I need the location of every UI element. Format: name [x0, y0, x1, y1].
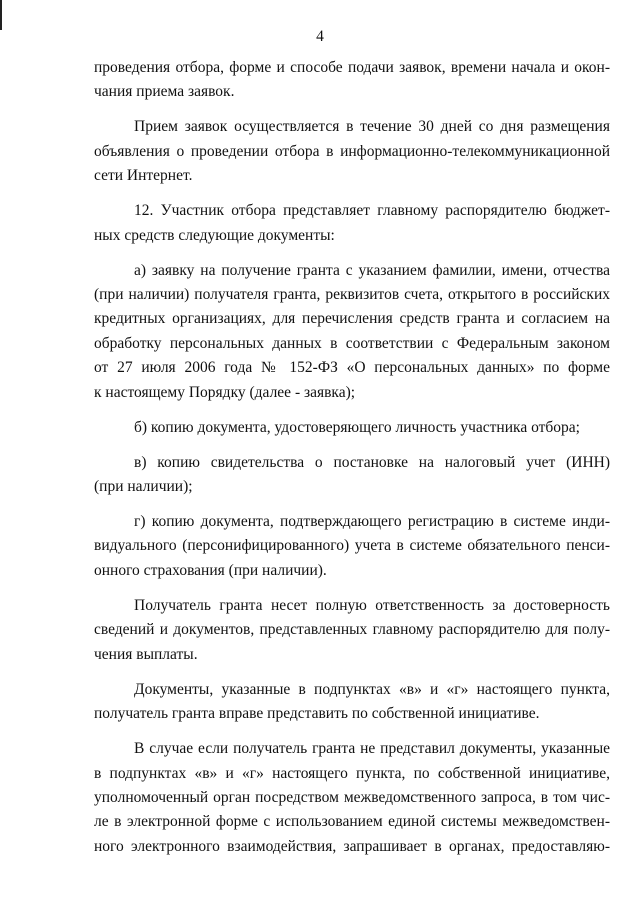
- text-line: В случае если получатель гранта не представил документы, указанные: [134, 740, 610, 758]
- text-line: а) заявку на получение гранта с указанием фамилии, имени, отчества: [134, 261, 610, 279]
- paragraph-subitem-a: [94, 259, 610, 405]
- page-number: 4: [316, 28, 324, 45]
- text-line: объявления о проведении отбора в информационно-телекоммуникационной: [94, 142, 610, 160]
- text-line: чания приема заявок.: [94, 83, 235, 101]
- text-line: ного электронного взаимодействия, запрашивает в органах, предоставляю-: [94, 837, 610, 855]
- paragraph-subitem-g: [94, 510, 610, 583]
- text-line: в подпунктах «в» и «г» настоящего пункта, по собственной инициативе,: [94, 764, 610, 782]
- text-line: от 27 июля 2006 года № 152-ФЗ «О персональных данных» по форме: [94, 359, 610, 377]
- text-line: уполномоченный орган посредством межведомственного запроса, в том чис-: [94, 788, 610, 806]
- text-line: (при наличии) получателя гранта, реквизитов счета, открытого в российских: [94, 286, 610, 304]
- text-line: ле в электронной форме с использованием единой системы межведомствен-: [94, 813, 610, 831]
- text-line: онного страхования (при наличии).: [94, 561, 327, 579]
- text-line: Получатель гранта несет полную ответственность за достоверность: [134, 596, 610, 614]
- paragraph-continuation: [94, 56, 610, 105]
- text-line: 12. Участник отбора представляет главному распорядителю бюджет-: [134, 202, 610, 220]
- text-line: сети Интернет.: [94, 167, 193, 185]
- paragraph-responsibility: [94, 594, 610, 667]
- paragraph-optional-documents: [94, 678, 610, 727]
- text-line: сведений и документов, представленных главному распорядителю для полу-: [94, 621, 610, 639]
- text-line: Прием заявок осуществляется в течение 30 дней со дня размещения: [134, 118, 610, 136]
- text-line: чения выплаты.: [94, 645, 198, 663]
- text-line: обработку персональных данных в соответствии с Федеральным законом: [94, 334, 610, 352]
- paragraph-interagency-request: [94, 737, 610, 859]
- text-line: (при наличии);: [94, 478, 193, 496]
- paragraph-subitem-v: [94, 451, 610, 500]
- text-line: получатель гранта вправе представить по собственной инициативе.: [94, 705, 540, 723]
- text-line: б) копию документа, удостоверяющего личность участника отбора;: [134, 418, 580, 436]
- text-line: к настоящему Порядку (далее - заявка);: [94, 383, 356, 401]
- text-line: видуального (персонифицированного) учета в системе обязательного пенси-: [94, 537, 610, 555]
- text-line: г) копию документа, подтверждающего регистрацию в системе инди-: [134, 513, 610, 531]
- text-line: проведения отбора, форме и способе подачи заявок, времени начала и окон-: [94, 59, 610, 76]
- text-line: кредитных организациях, для перечисления средств гранта и согласием на: [94, 310, 610, 328]
- paragraph-item-12: [94, 199, 610, 248]
- paragraph-subitem-b: [94, 416, 610, 440]
- document-body: [94, 56, 610, 870]
- text-line: в) копию свидетельства о постановке на налоговый учет (ИНН): [134, 453, 610, 471]
- text-line: ных средств следующие документы:: [94, 226, 335, 244]
- text-line: Документы, указанные в подпунктах «в» и «г» настоящего пункта,: [134, 680, 610, 698]
- paragraph-application-period: [94, 115, 610, 188]
- scan-edge-mark: [0, 0, 2, 30]
